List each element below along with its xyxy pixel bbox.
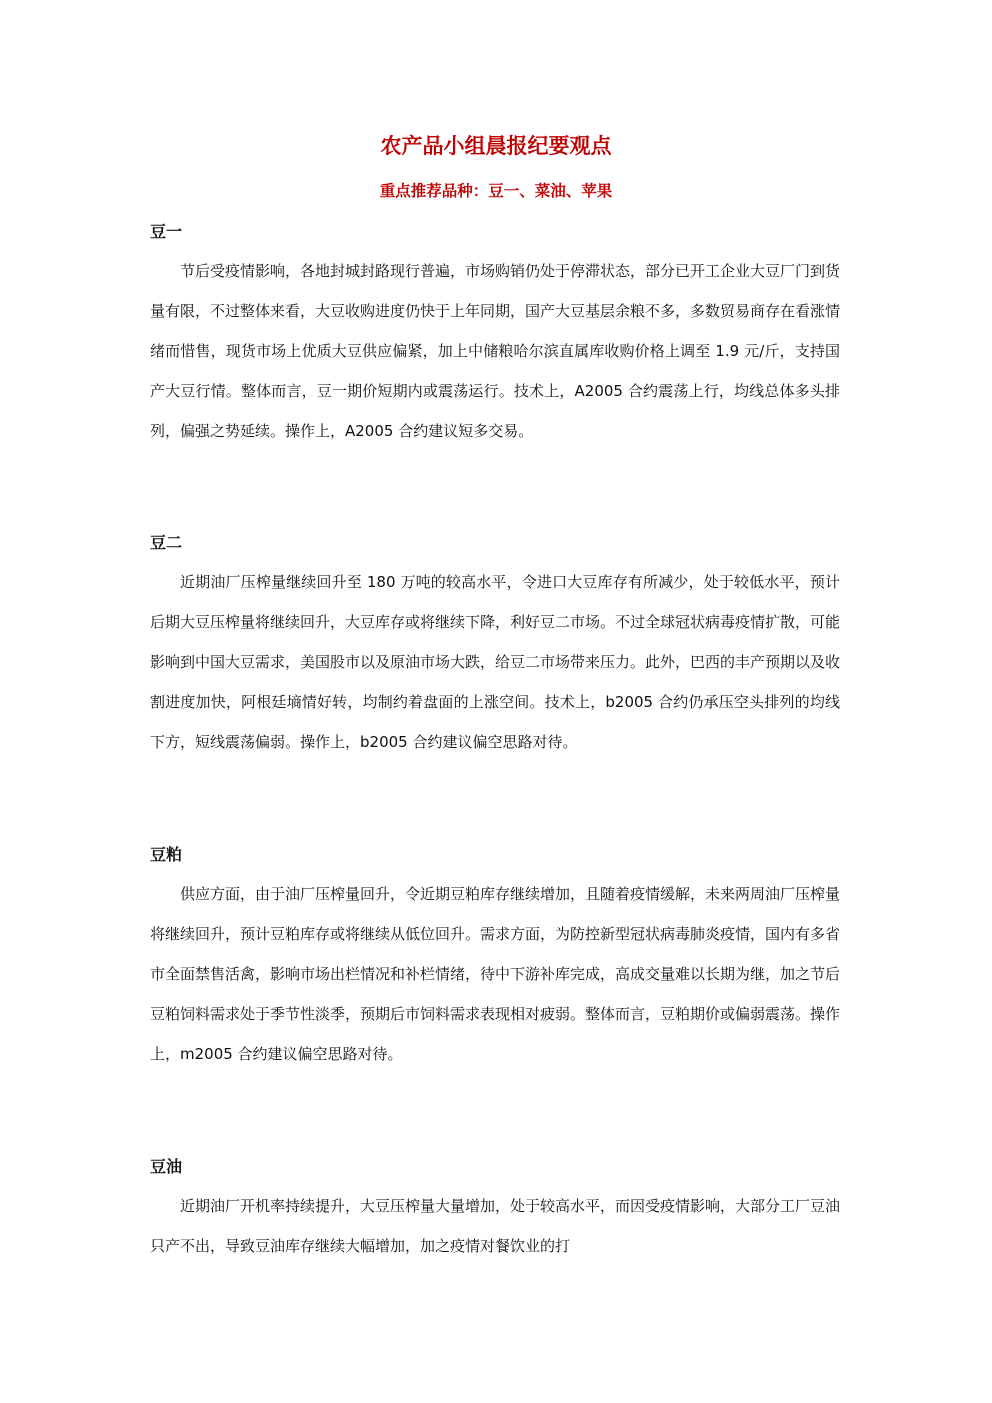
section-body-douyou: 近期油厂开机率持续提升，大豆压榨量大量增加，处于较高水平，而因受疫情影响，大部分工厂豆油只产不出，导致豆油库存继续大幅增加，加之疫情对餐饮业的打 <box>150 1197 841 1255</box>
document-title: 农产品小组晨报纪要观点 <box>380 134 612 158</box>
section-heading-douer: 豆二 <box>150 533 183 552</box>
section-body-douer: 近期油厂压榨量继续回升至 180 万吨的较高水平，令进口大豆库存有所减少，处于较低水平，预计后期大豆压榨量将继续回升，大豆库存或将继续下降，利好豆二市场。不过全球冠状病毒疫情扩散，可能影响到中国大豆需求，美国股市以及原油市场大跌，给豆二市场带来压力。此外，巴西的丰产预期以及收割进度加快，阿根廷墒情好转，均制约着盘面的上涨空间。技术上，b2005 合约仍承压空头排列的均线下方，短线震荡偏弱。操作上，b2005 合约建议偏空思路对待。 <box>150 573 841 751</box>
document-subtitle: 重点推荐品种：豆一、菜油、苹果 <box>379 182 613 200</box>
section-body-doupo: 供应方面，由于油厂压榨量回升，令近期豆粕库存继续增加，且随着疫情缓解，未来两周油厂压榨量将继续回升，预计豆粕库存或将继续从低位回升。需求方面，为防控新型冠状病毒肺炎疫情，国内有多省市全面禁售活禽，影响市场出栏情况和补栏情绪，待中下游补库完成，高成交量难以长期为继，加之节后豆粕饲料需求处于季节性淡季，预期后市饲料需求表现相对疲弱。整体而言，豆粕期价或偏弱震荡。操作上，m2005 合约建议偏空思路对待。 <box>150 885 841 1063</box>
section-heading-douyi: 豆一 <box>150 222 183 241</box>
section-heading-douyou: 豆油 <box>150 1157 183 1176</box>
section-heading-doupo: 豆粕 <box>150 845 183 864</box>
section-body-douyi: 节后受疫情影响，各地封城封路现行普遍，市场购销仍处于停滞状态，部分已开工企业大豆厂门到货量有限，不过整体来看，大豆收购进度仍快于上年同期，国产大豆基层余粮不多，多数贸易商存在看涨情绪而惜售，现货市场上优质大豆供应偏紧，加上中储粮哈尔滨直属库收购价格上调至 1.9 元/斤，支持国产大豆行情。整体而言，豆一期价短期内或震荡运行。技术上，A2005 合约震荡上行，均线总体多头排列，偏强之势延续。操作上，A2005 合约建议短多交易。 <box>150 262 841 440</box>
